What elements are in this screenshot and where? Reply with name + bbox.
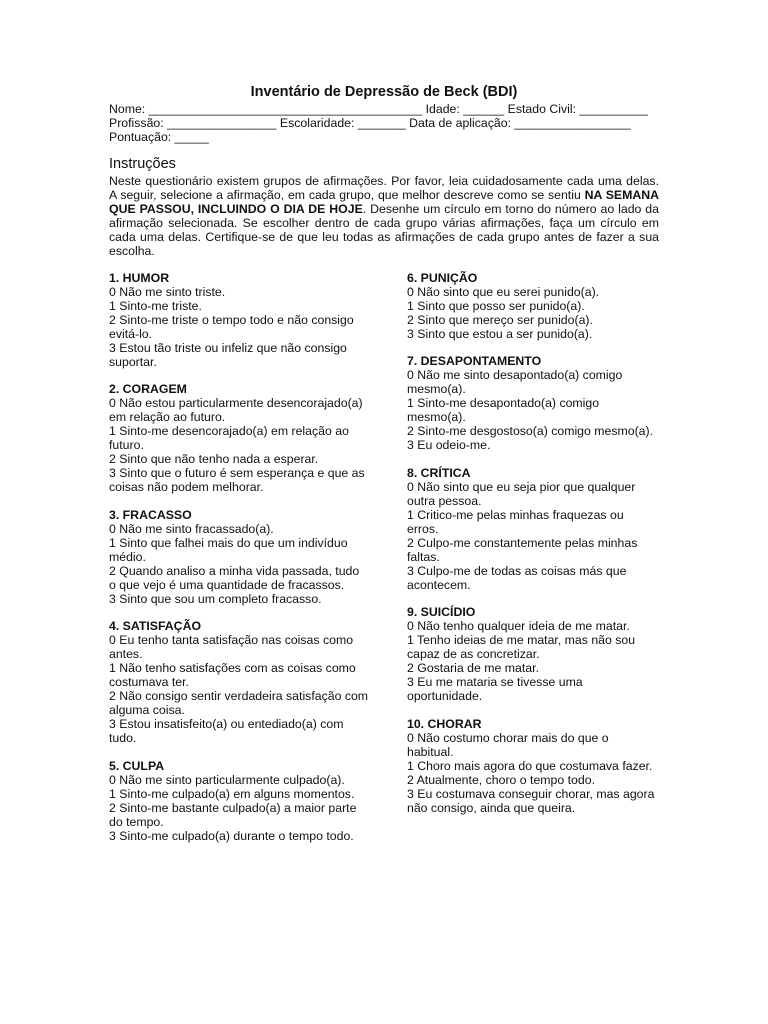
option-item: 2 Atualmente, choro o tempo todo. xyxy=(407,772,595,787)
instructions-heading: Instruções xyxy=(109,155,176,172)
question-group-desapontamento xyxy=(407,354,657,452)
option-item: 3 Sinto-me culpado(a) durante o tempo todo. xyxy=(109,828,354,843)
option-item: 3 Culpo-me de todas as coisas más que acontecem. xyxy=(407,563,627,592)
option-item: 2 Sinto-me desgostoso(a) comigo mesmo(a). xyxy=(407,424,654,439)
option-item: 3 Sinto que sou um completo fracasso. xyxy=(109,591,322,606)
question-group-culpa xyxy=(109,759,369,843)
option-item: 2 Sinto que mereço ser punido(a). xyxy=(407,312,593,327)
group-title: 1. HUMOR xyxy=(109,270,170,285)
instructions-emphasis: NA SEMANA QUE PASSOU, INCLUINDO O DIA DE HOJE xyxy=(109,187,659,216)
question-group-chorar xyxy=(407,717,657,815)
option-item: 1 Sinto que posso ser punido(a). xyxy=(407,298,585,313)
question-group-punicao xyxy=(407,271,657,341)
option-item: 2 Quando analiso a minha vida passada, tudo o que vejo é uma quantidade de fracassos. xyxy=(109,563,360,592)
option-item: 2 Sinto que não tenho nada a esperar. xyxy=(109,452,319,467)
option-item: 2 Não consigo sentir verdadeira satisfação com alguma coisa. xyxy=(109,689,369,718)
option-item: 0 Não estou particularmente desencorajado(a) em relação ao futuro. xyxy=(109,396,363,425)
option-item: 2 Gostaria de me matar. xyxy=(407,661,539,676)
option-item: 0 Não me sinto desapontado(a) comigo mesmo(a). xyxy=(407,368,623,397)
option-item: 1 Choro mais agora do que costumava fazer. xyxy=(407,758,653,773)
option-item: 2 Sinto-me triste o tempo todo e não consigo evitá-lo. xyxy=(109,312,354,341)
option-item: 3 Eu odeio-me. xyxy=(407,438,491,453)
option-item: 0 Eu tenho tanta satisfação nas coisas como antes. xyxy=(109,633,354,662)
question-group-fracasso xyxy=(109,508,369,606)
group-title: 2. CORAGEM xyxy=(109,382,187,397)
option-item: 1 Sinto-me desencorajado(a) em relação ao futuro. xyxy=(109,424,349,453)
page-title: Inventário de Depressão de Beck (BDI) xyxy=(250,84,518,100)
instructions-text-start: Neste questionário existem grupos de afirmações. Por favor, leia cuidadosamente cada uma delas. A seguir, selecione a afirmação, em cada grupo, que melhor descreve como se sentiu xyxy=(109,173,659,202)
option-item: 1 Sinto-me culpado(a) em alguns momentos. xyxy=(109,786,355,801)
option-item: 2 Culpo-me constantemente pelas minhas faltas. xyxy=(407,535,638,564)
option-item: 0 Não sinto que eu serei punido(a). xyxy=(407,284,600,299)
option-item: 1 Critico-me pelas minhas fraquezas ou erros. xyxy=(407,507,624,536)
question-group-critica xyxy=(407,466,657,592)
group-title: 9. SUICÍDIO xyxy=(407,605,476,620)
left-column xyxy=(109,271,369,857)
question-columns xyxy=(109,271,659,911)
group-title: 5. CULPA xyxy=(109,758,165,773)
option-item: 0 Não me sinto fracassado(a). xyxy=(109,521,274,536)
instructions-text-end: . Desenhe um círculo em torno do número ao lado da afirmação selecionada. Se escolher dentro de cada grupo várias afirmações, faça um círculo em cada uma delas. Certifique-se de que leu todas as afirmações de cada grupo antes de fazer a sua escolha. xyxy=(109,201,659,258)
group-title: 4. SATISFAÇÃO xyxy=(109,619,202,634)
question-group-humor xyxy=(109,271,369,369)
option-item: 0 Não sinto que eu seja pior que qualquer outra pessoa. xyxy=(407,479,636,508)
option-item: 1 Sinto-me triste. xyxy=(109,298,202,313)
question-group-coragem xyxy=(109,382,369,494)
option-item: 1 Sinto-me desapontado(a) comigo mesmo(a). xyxy=(407,396,600,425)
question-group-satisfacao xyxy=(109,619,369,745)
option-item: 0 Não costumo chorar mais do que o habitual. xyxy=(407,730,609,759)
option-item: 0 Não me sinto triste. xyxy=(109,284,226,299)
fields-line-score: Pontuação: _____ xyxy=(109,130,209,145)
group-title: 3. FRACASSO xyxy=(109,507,192,522)
option-item: 3 Sinto que o futuro é sem esperança e que as coisas não podem melhorar. xyxy=(109,466,365,495)
right-column xyxy=(407,271,657,829)
question-group-suicidio xyxy=(407,605,657,703)
fields-line-name-age-civil-status: Nome: ________________________________________ Idade: ______ Estado Civil: __________ xyxy=(109,102,648,116)
group-title: 7. DESAPONTAMENTO xyxy=(407,354,542,369)
document-page xyxy=(109,83,659,911)
group-title: 8. CRÍTICA xyxy=(407,465,471,480)
group-title: 10. CHORAR xyxy=(407,716,482,731)
option-item: 3 Eu costumava conseguir chorar, mas agora não consigo, ainda que queira. xyxy=(407,786,655,815)
option-item: 1 Não tenho satisfações com as coisas como costumava ter. xyxy=(109,661,356,690)
option-item: 2 Sinto-me bastante culpado(a) a maior parte do tempo. xyxy=(109,800,357,829)
option-item: 0 Não me sinto particularmente culpado(a). xyxy=(109,772,345,787)
fields-line-profession-education-date: Profissão: ________________ Escolaridade: _______ Data de aplicação: _________________ xyxy=(109,116,631,131)
option-item: 3 Eu me mataria se tivesse uma oportunidade. xyxy=(407,675,583,704)
instructions-text xyxy=(109,174,659,258)
option-item: 3 Sinto que estou a ser punido(a). xyxy=(407,326,593,341)
option-item: 0 Não tenho qualquer ideia de me matar. xyxy=(407,619,630,634)
group-title: 6. PUNIÇÃO xyxy=(407,270,478,285)
option-item: 1 Tenho ideias de me matar, mas não sou capaz de as concretizar. xyxy=(407,633,636,662)
option-item: 3 Estou insatisfeito(a) ou entediado(a) com tudo. xyxy=(109,717,344,746)
option-item: 1 Sinto que falhei mais do que um indivíduo médio. xyxy=(109,535,348,564)
option-item: 3 Estou tão triste ou infeliz que não consigo suportar. xyxy=(109,340,347,369)
